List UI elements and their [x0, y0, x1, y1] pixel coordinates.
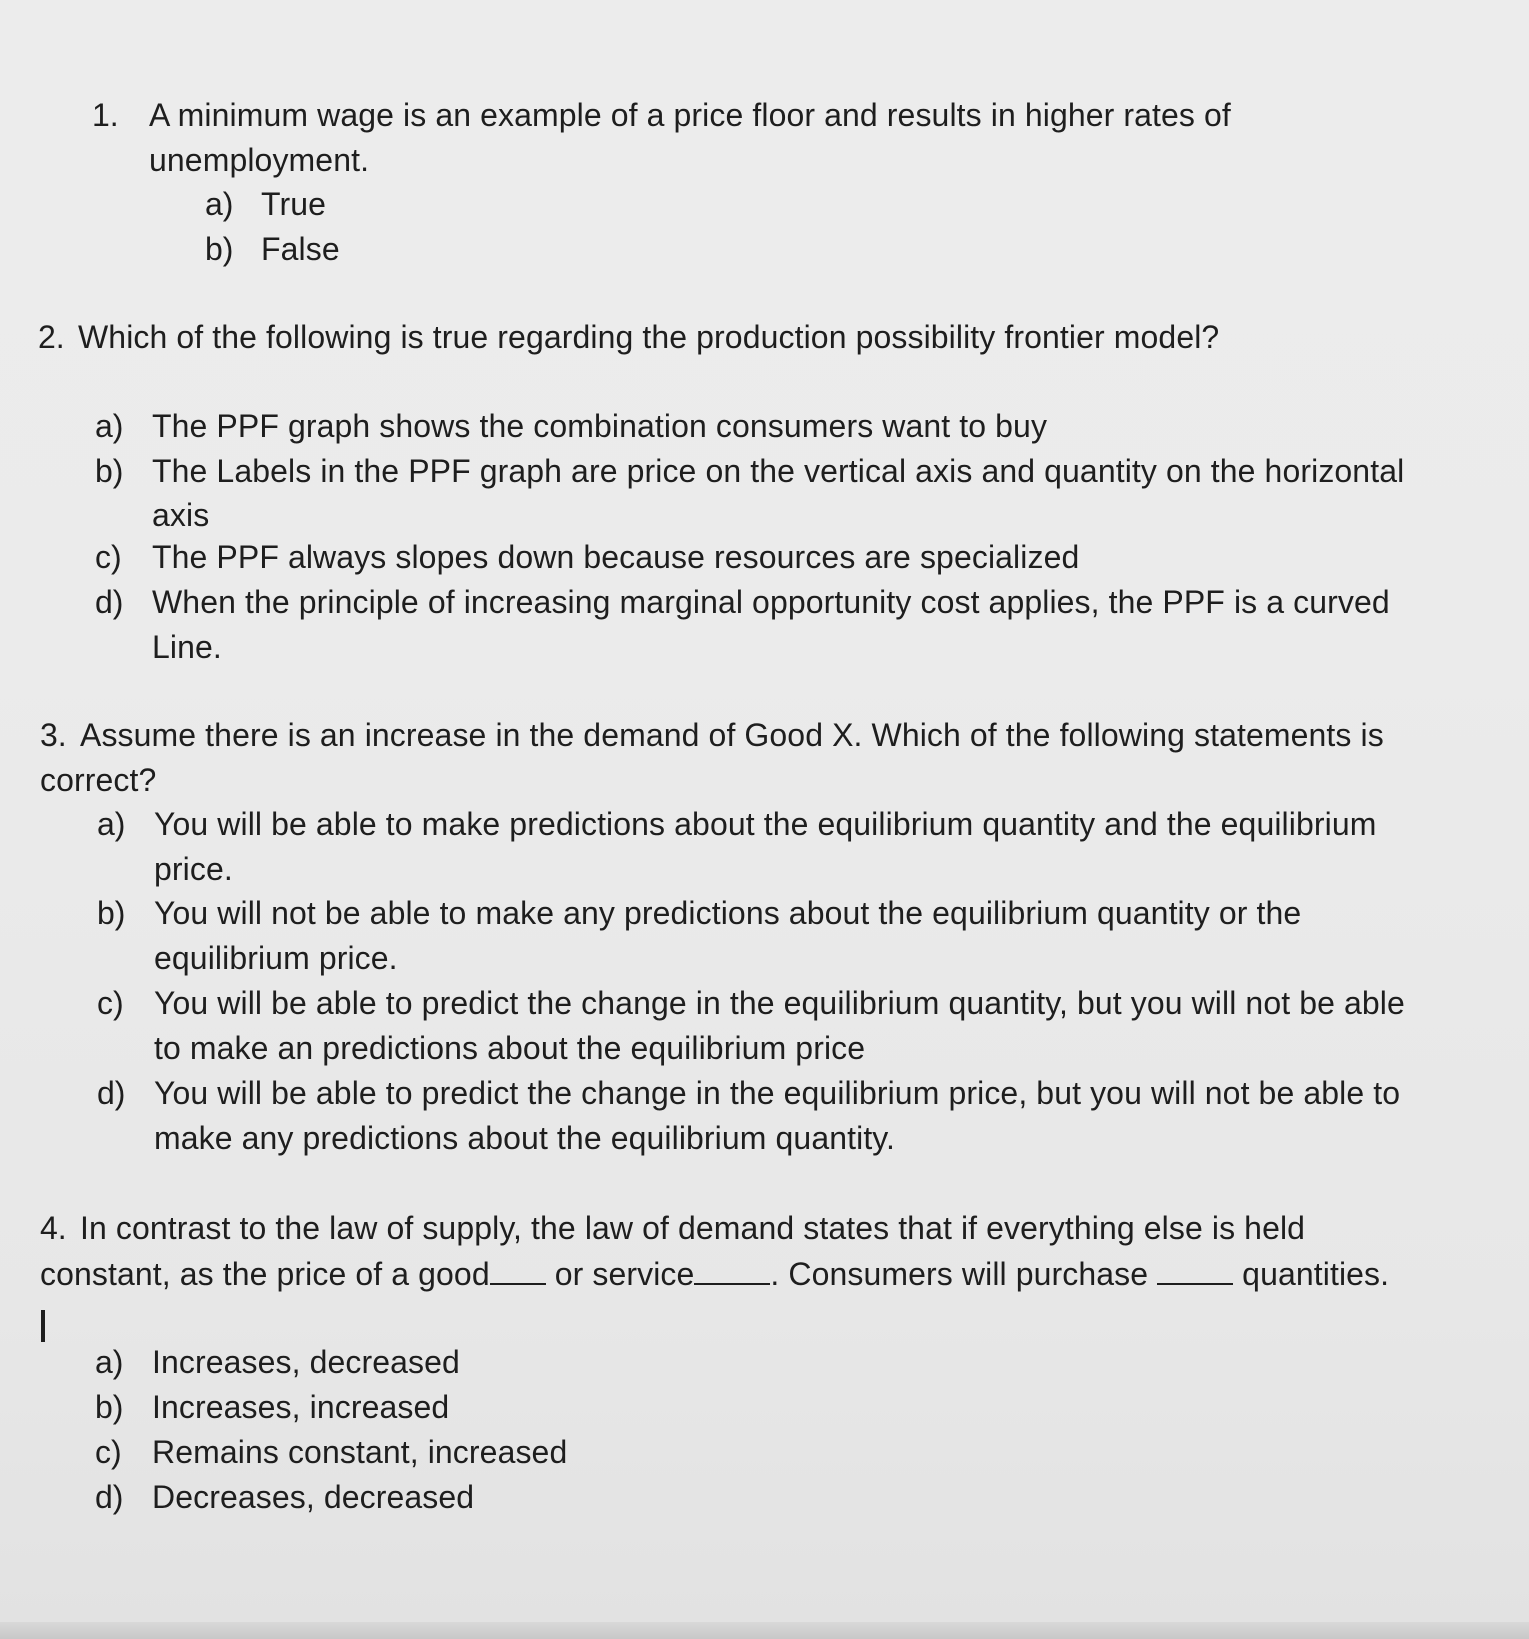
option-letter: a) [97, 806, 126, 842]
option-letter: b) [97, 895, 126, 931]
option-text: You will be able to make predictions about the equilibrium quantity and the equilibrium [154, 806, 1377, 842]
option-letter: c) [95, 539, 122, 575]
answer-blank [1157, 1253, 1233, 1285]
question-text: unemployment. [149, 142, 370, 178]
option-text: You will be able to predict the change in the equilibrium price, but you will not be able to [154, 1075, 1401, 1111]
question-text-part: or service [554, 1256, 695, 1292]
option-text: Line. [152, 629, 222, 665]
option-letter: b) [95, 1389, 124, 1425]
question-text-part: . Consumers will purchase [770, 1256, 1149, 1292]
option-letter: d) [97, 1075, 126, 1111]
answer-blank [694, 1253, 770, 1285]
option-text: Decreases, decreased [152, 1479, 475, 1515]
option-text: Increases, decreased [152, 1344, 460, 1380]
option-text: make any predictions about the equilibrium quantity. [154, 1120, 896, 1156]
option-text: You will not be able to make any predictions about the equilibrium quantity or the [154, 895, 1302, 931]
question-text-part: quantities. [1242, 1256, 1390, 1292]
option-text: axis [152, 497, 210, 533]
option-letter: d) [95, 584, 124, 620]
option-text: The PPF graph shows the combination consumers want to buy [152, 408, 1048, 444]
option-letter: c) [97, 985, 124, 1021]
option-text: You will be able to predict the change in the equilibrium quantity, but you will not be able [154, 985, 1405, 1021]
option-text: Increases, increased [152, 1389, 450, 1425]
question-number: 1. [92, 97, 119, 133]
question-text: Assume there is an increase in the demand of Good X. Which of the following statements is [80, 717, 1384, 753]
option-text: The Labels in the PPF graph are price on the vertical axis and quantity on the horizontal [152, 453, 1405, 489]
option-text: True [261, 186, 327, 222]
option-text: The PPF always slopes down because resources are specialized [152, 539, 1080, 575]
question-text-part: constant, as the price of a good [40, 1256, 490, 1292]
text-cursor [41, 1310, 45, 1342]
question-text: Which of the following is true regarding the production possibility frontier model? [78, 319, 1220, 355]
option-text: When the principle of increasing marginal opportunity cost applies, the PPF is a curved [152, 584, 1390, 620]
option-letter: b) [95, 453, 124, 489]
answer-blank [490, 1253, 546, 1285]
question-number: 3. [40, 717, 67, 753]
option-text: price. [154, 851, 233, 887]
option-text: False [261, 231, 340, 267]
option-letter: d) [95, 1479, 124, 1515]
question-text-with-blanks [40, 1253, 1389, 1294]
question-text: correct? [40, 762, 157, 798]
option-letter: b) [205, 231, 234, 267]
option-letter: a) [205, 186, 234, 222]
question-number: 4. [40, 1210, 67, 1246]
option-text: to make an predictions about the equilibrium price [154, 1030, 866, 1066]
option-text: equilibrium price. [154, 940, 398, 976]
option-letter: a) [95, 1344, 124, 1380]
question-number: 2. [38, 319, 65, 355]
option-text: Remains constant, increased [152, 1434, 568, 1470]
option-letter: a) [95, 408, 124, 444]
question-text: A minimum wage is an example of a price floor and results in higher rates of [149, 97, 1231, 133]
question-text: In contrast to the law of supply, the law of demand states that if everything else is held [80, 1210, 1306, 1246]
option-letter: c) [95, 1434, 122, 1470]
page-bottom-edge [0, 1622, 1529, 1639]
